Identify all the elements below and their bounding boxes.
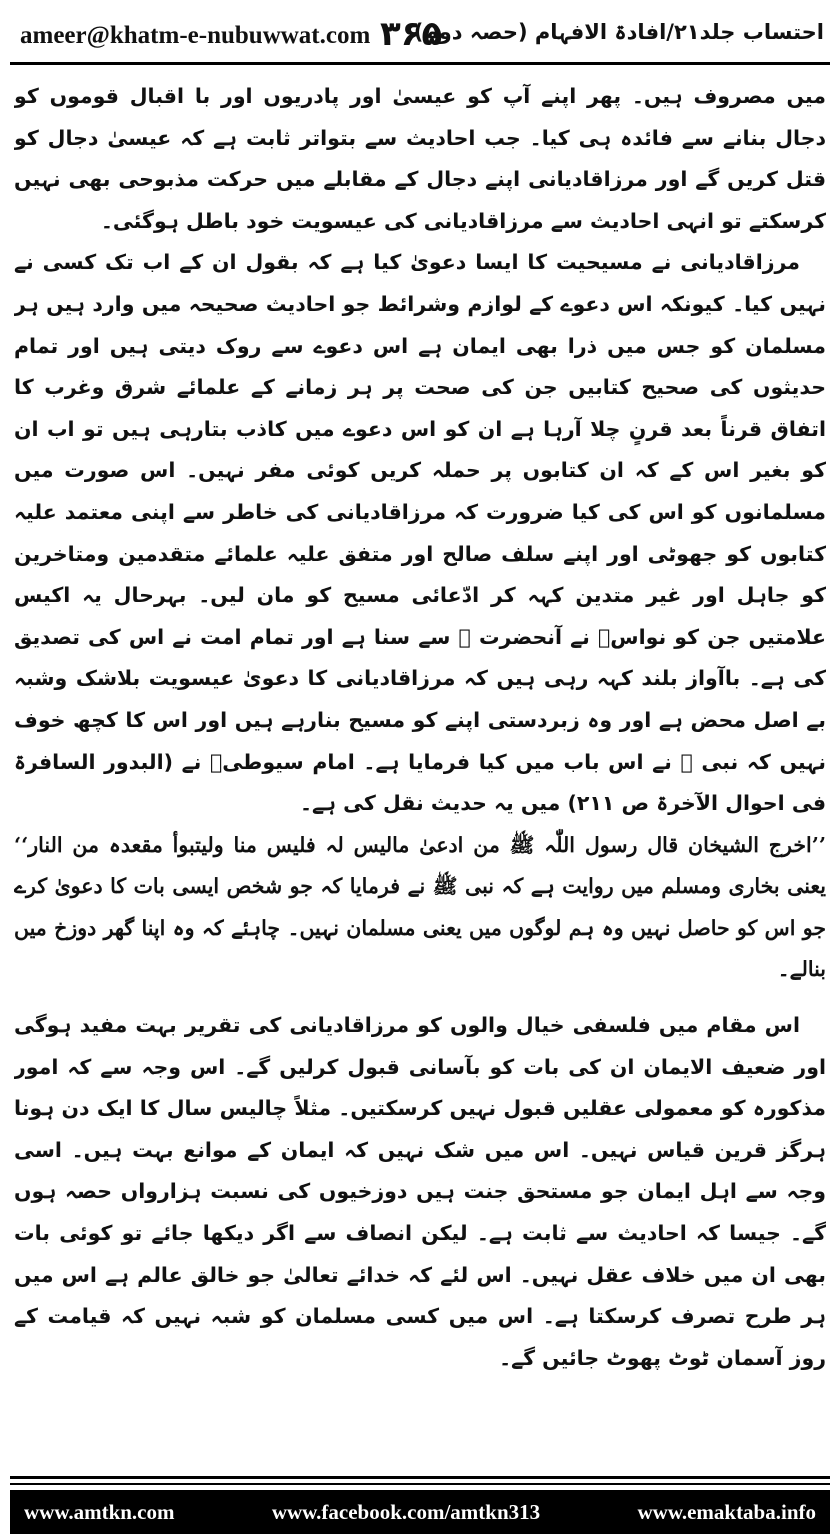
book-title: احتساب جلد۲۱/افادۃ الافہام (حصہ دوم): [413, 20, 824, 44]
footer-link-amtkn[interactable]: www.amtkn.com: [24, 1499, 175, 1524]
page-number: ۳۶۵: [380, 14, 443, 54]
footer-divider-top: [10, 1476, 830, 1479]
paragraph-1: میں مصروف ہیں۔ پھر اپنے آپ کو عیسیٰ اور پادریوں اور با اقبال قوموں کو دجال بنانے سے فائدہ ہی کیا۔ جب احادیث سے بتواتر ثابت ہے کہ عیسیٰ دجال کو قتل کریں گے اور مرزاقادیانی اپنے دجال کے مقابلے میں حرکت مذبوحی بھی نہیں کرسکتے تو انہی احادیث سے مرزاقادیانی کی عیسویت خود باطل ہوگئی۔: [14, 84, 826, 233]
paragraph-2: مرزاقادیانی نے مسیحیت کا ایسا دعویٰ کیا ہے کہ بقول ان کے اب تک کسی نے نہیں کیا۔ کیونکہ اس دعوے کے لوازم وشرائط جو احادیث صحیحہ میں وارد ہیں ہر مسلمان کو جس میں ذرا بھی ایمان ہے اس دعوے سے روک دیتی ہیں اور تمام حدیثوں کی صحیح کتابیں جن کی صحت پر ہر زمانے کے علمائے شرق وغرب کا اتفاق قرناً بعد قرنٍ چلا آرہا ہے ان کو اس دعوے میں کاذب بتارہی ہیں تو اب ان کو بغیر اس کے کہ ان کتابوں پر حملہ کریں کوئی مفر نہیں۔ اس صورت میں مسلمانوں کو اس کی کیا ضرورت کہ مرزاقادیانی کی خاطر سے اپنی معتمد علیہ کتابوں کو جھوٹی اور اپنے سلف صالح اور متفق علیہ علمائے متقدمین ومتاخرین کو جاہل اور غیر متدین کہہ کر ادّعائی مسیح کو مان لیں۔ بہرحال یہ اکیس علامتیں جن کو نواسؓ نے آنحضرت ﷺ سے سنا ہے اور تمام امت نے اس کی تصدیق کی ہے۔ باآواز بلند کہہ رہی ہیں کہ مرزاقادیانی کا دعویٰ عیسویت بلاشک وشبہ بے اصل محض ہے اور وہ زبردستی اپنے کو مسیح بنارہے ہیں اور اس کا کچھ خوف نہیں کہ نبی ﷺ نے اس باب میں کیا فرمایا ہے۔ امام سیوطیؒ نے (البدور السافرۃ فی احوال الآخرۃ ص ۲۱۱) میں یہ حدیث نقل کی ہے۔: [14, 250, 826, 816]
footer-bar: [10, 1490, 830, 1534]
header-email: ameer@khatm-e-nubuwwat.com: [20, 22, 371, 49]
page-body: [14, 76, 826, 1456]
footer-divider: [10, 1483, 830, 1485]
page-header: [10, 10, 830, 60]
footer-link-facebook[interactable]: www.facebook.com/amtkn313: [271, 1499, 541, 1524]
paragraph-4: اس مقام میں فلسفی خیال والوں کو مرزاقادیانی کی تقریر بہت مفید ہوگی اور ضعیف الایمان ان کی بات کو بآسانی قبول کرلیں گے۔ اس وجہ سے کہ امور مذکورہ کو معمولی عقلیں قبول نہیں کرسکتیں۔ مثلاً چالیس سال کا ایک دن ہونا ہرگز قرین قیاس نہیں۔ اس میں شک نہیں کہ ایمان کے موانع بہت ہیں۔ اسی وجہ سے اہل ایمان جو مستحق جنت ہیں دوزخیوں کی نسبت ہزارواں حصہ ہوں گے۔ جیسا کہ احادیث سے ثابت ہے۔ لیکن انصاف سے اگر دیکھا جائے تو کوئی بات بھی ان میں خلاف عقل نہیں۔ اس لئے کہ خدائے تعالیٰ جو خالق عالم ہے اس میں ہر طرح تصرف کرسکتا ہے۔ اس میں کسی مسلمان کو شبہ نہیں کہ قیامت کے روز آسمان ٹوٹ پھوٹ جائیں گے۔: [14, 1013, 826, 1370]
paragraph-hadith: ’’اخرج الشیخان قال رسول اللّٰہ ﷺ من ادعیٰ مالیس لہ فلیس منا ولیتبوأ مقعدہ من النار‘‘ یعنی بخاری ومسلم میں روایت ہے کہ نبی ﷺ نے فرمایا کہ جو شخص ایسی بات کا دعویٰ کرے جو اس کو حاصل نہیں وہ ہم لوگوں میں یعنی مسلمان نہیں۔ چاہئے کہ وہ اپنا گھر دوزخ میں بنالے۔: [14, 832, 826, 982]
header-divider: [10, 62, 830, 65]
footer-link-emaktaba[interactable]: www.emaktaba.info: [637, 1499, 816, 1524]
